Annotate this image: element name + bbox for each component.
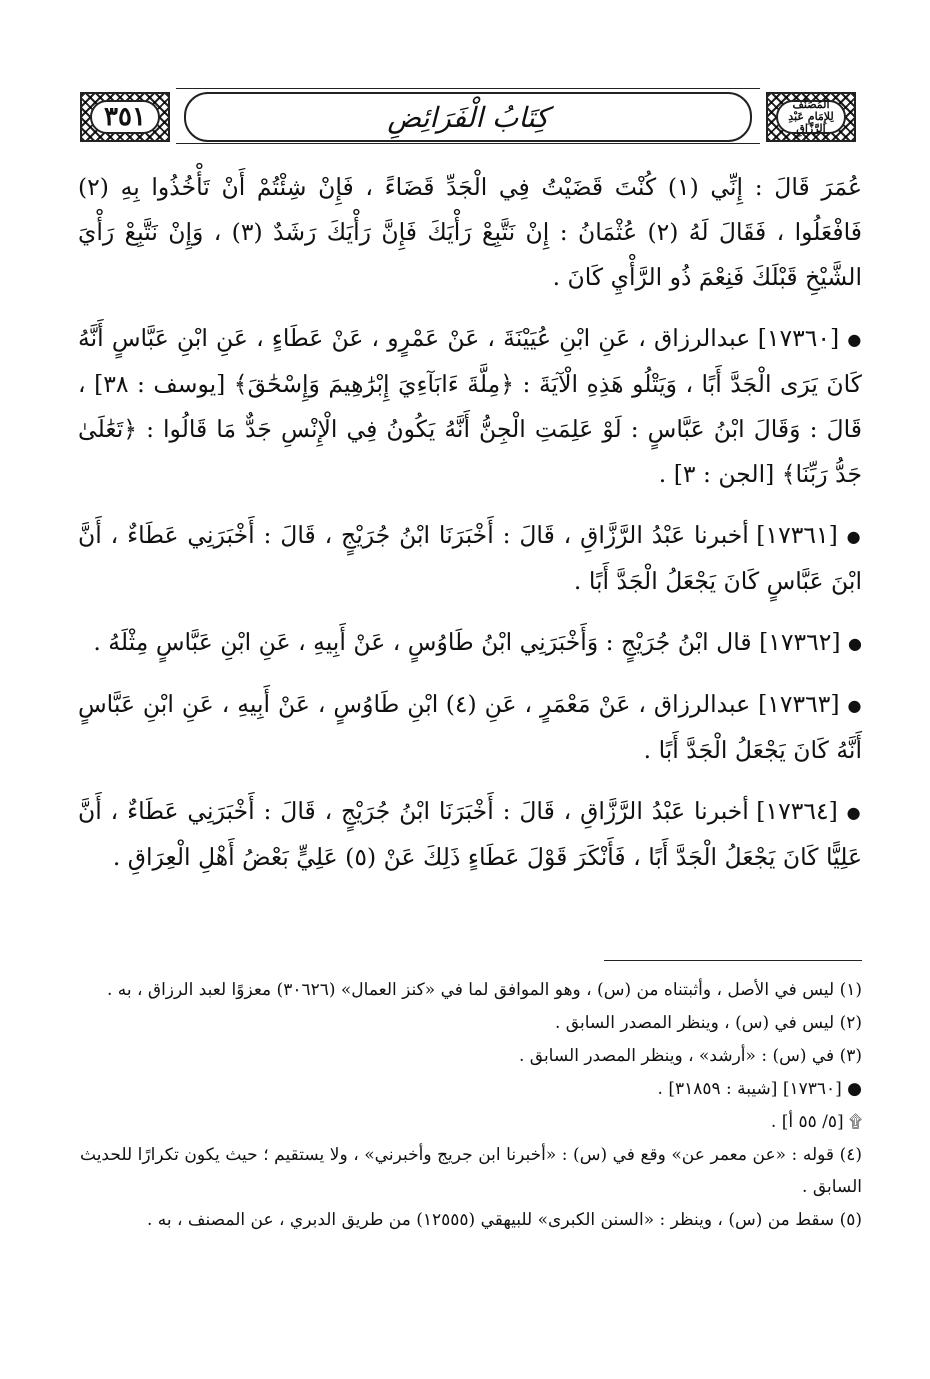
paragraph-text: [١٧٣٦١] أخبرنا عَبْدُ الرَّزَّاقِ ، قَالَ : أَخْبَرَنَا ابْنُ جُرَيْجٍ ، قَالَ : أَخْبَرَنِي عَطَاءٌ ، أَنَّ ابْنَ عَبَّاسٍ كَانَ يَجْعَلُ الْجَدَّ أَبًا . (78, 521, 862, 595)
hadith-paragraph (78, 513, 862, 604)
page-header (76, 84, 860, 148)
paragraph-text: [١٧٣٦٠] عبدالرزاق ، عَنِ ابْنِ عُيَيْنَةَ ، عَنْ عَمْرٍو ، عَنْ عَطَاءٍ ، عَنِ ابْنِ عَبَّاسٍ أَنَّهُ كَانَ يَرَى الْجَدَّ أَبًا ، وَيَتْلُو هَذِهِ الْآيَةَ : ﴿مِلَّةَ ءَابَآءِيَ إِبْرَٰهِيمَ وَإِسْحَٰقَ﴾ [يوسف : ٣٨] ، قَالَ : وَقَالَ ابْنُ عَبَّاسٍ : لَوْ عَلِمَتِ الْجِنُّ أَنَّهُ يَكُونُ فِي الْإِنْسِ جَدٌّ مَا قَالُوا : ﴿تَعَٰلَىٰ جَدُّ رَبِّنَا﴾ [الجن : ٣] . (78, 324, 862, 488)
footnote: (٣) في (س) : «أرشد» ، وينظر المصدر السابق . (518, 1046, 862, 1066)
footnote: ● [١٧٣٦٠] [شيبة : ٣١٨٥٩] . (657, 1079, 862, 1099)
footnote: (١) ليس في الأصل ، وأثبتناه من (س) ، وهو الموافق لما في «كنز العمال» (٣٠٦٢٦) معزوًا لعبد الرزاق ، به . (106, 980, 862, 1000)
main-text (78, 165, 862, 880)
bullet-icon: ● (846, 803, 862, 822)
bullet-icon: ● (846, 527, 862, 546)
hadith-paragraph (78, 789, 862, 880)
chapter-title-frame (184, 92, 752, 142)
header-rule-bottom (176, 143, 760, 144)
bullet-icon: ● (847, 330, 862, 349)
paragraph-text: [١٧٣٦٤] أخبرنا عَبْدُ الرَّزَّاقِ ، قَالَ : أَخْبَرَنَا ابْنُ جُرَيْجٍ ، قَالَ : أَخْبَرَنِي عَطَاءٌ ، أَنَّ عَلِيًّا كَانَ يَجْعَلُ الْجَدَّ أَبًا ، فَأَنْكَرَ قَوْلَ عَطَاءٍ ذَلِكَ عَنْ (٥) عَلِيٍّ بَعْضُ أَهْلِ الْعِرَاقِ . (78, 797, 862, 871)
bullet-icon: ● (847, 696, 862, 715)
paragraph-text: [١٧٣٦٢] قال ابْنُ جُرَيْجٍ : وَأَخْبَرَنِي ابْنُ طَاوُسٍ ، عَنْ أَبِيهِ ، عَنِ ابْنِ عَبَّاسٍ مِثْلَهُ . (93, 628, 841, 656)
paragraph-text: عُمَرَ قَالَ : إِنِّي (١) كُنْتَ قَضَيْتُ فِي الْجَدِّ قَضَاءً ، فَإِنْ شِئْتُمْ أَنْ تَأْخُذُوا بِهِ (٢) فَافْعَلُوا ، فَقَالَ لَهُ (٢) عُثْمَانُ : إِنْ نَتَّبِعْ رَأْيَكَ فَإِنَّ رَأْيَكَ رَشَدٌ (٣) ، وَإِنْ نَتَّبِعْ رَأْيَ الشَّيْخِ قَبْلَكَ فَنِعْمَ ذُو الرَّأْيِ كَانَ . (78, 173, 862, 291)
page-number: ٣٥١ (90, 100, 160, 134)
footnote: (٤) قوله : «عن معمر عن» وقع في (س) : «أخبرنا ابن جريج وأخبرني» ، ولا يستقيم ؛ حيث يكون تكرارًا للحديث السابق . (80, 1145, 862, 1197)
paragraph (78, 165, 862, 300)
hadith-paragraph (78, 620, 862, 666)
book-title-ornament (766, 92, 856, 142)
bullet-icon: ● (848, 634, 862, 653)
footnote-separator (604, 960, 862, 961)
footnote: (٥) سقط من (س) ، وينظر : «السنن الكبرى» للبيهقي (١٢٥٥٥) من طريق الدبري ، عن المصنف ، به . (146, 1210, 862, 1230)
footnote: ۩ [٥/ ٥٥ أ] . (770, 1112, 862, 1132)
header-rule-top (176, 88, 760, 89)
footnote: (٢) ليس في (س) ، وينظر المصدر السابق . (555, 1013, 862, 1033)
footnotes (80, 974, 862, 1237)
chapter-title: كِتَابُ الْفَرَائِضِ (387, 100, 549, 134)
hadith-paragraph (78, 682, 862, 773)
hadith-paragraph (78, 316, 862, 497)
book-title: المُصَنَّف لِلإِمَامِ عَبْدِ الرَّزَّاقِ (776, 100, 846, 134)
paragraph-text: [١٧٣٦٣] عبدالرزاق ، عَنْ مَعْمَرٍ ، عَنِ (٤) ابْنِ طَاوُسٍ ، عَنْ أَبِيهِ ، عَنِ ابْنِ عَبَّاسٍ أَنَّهُ كَانَ يَجْعَلُ الْجَدَّ أَبًا . (78, 690, 862, 764)
page-number-ornament (80, 92, 170, 142)
